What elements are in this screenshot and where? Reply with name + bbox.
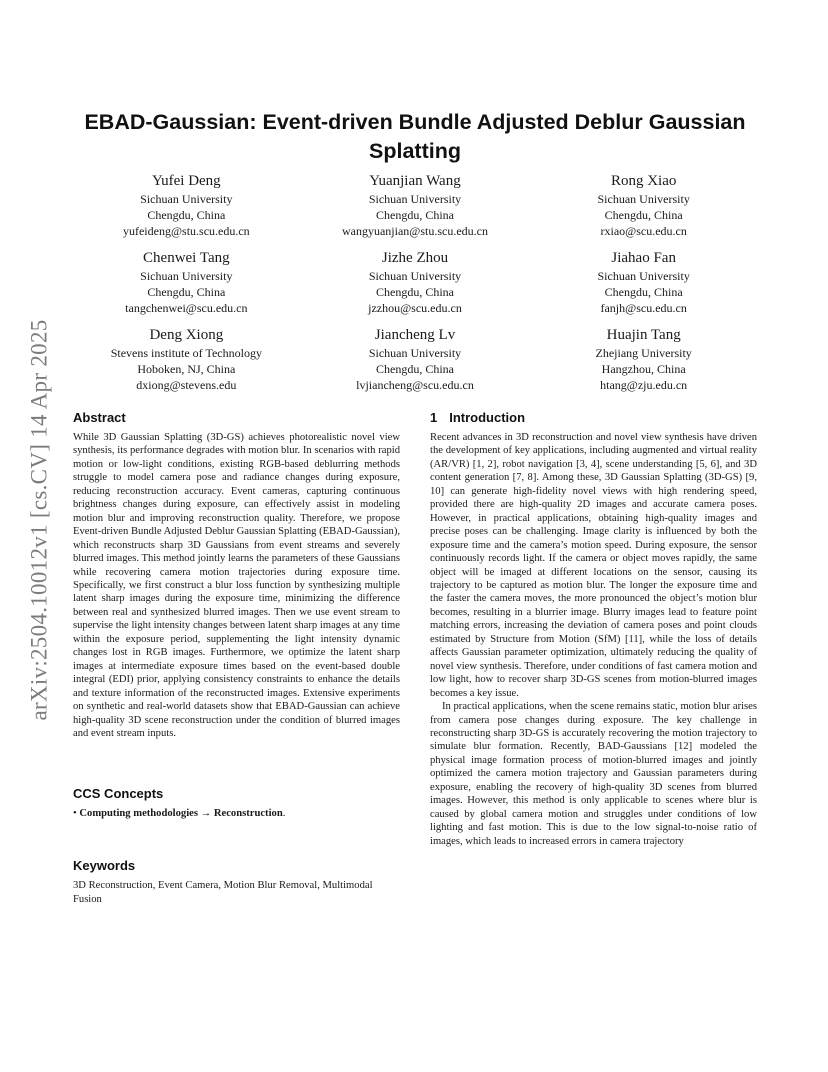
- introduction-section: [430, 409, 757, 848]
- author-name: Jizhe Zhou: [381, 250, 449, 266]
- author-affiliation: Sichuan University: [597, 192, 690, 206]
- author-location: Chengdu, China: [375, 208, 454, 222]
- introduction-heading: [430, 409, 757, 427]
- section-number: 1: [430, 410, 438, 425]
- author-card: [529, 172, 758, 239]
- author-email: wangyuanjian@stu.scu.edu.cn: [341, 224, 488, 238]
- author-block: [72, 172, 758, 393]
- author-email: rxiao@scu.edu.cn: [600, 224, 687, 238]
- author-email: fanjh@scu.edu.cn: [600, 301, 687, 315]
- author-email: yufeideng@stu.scu.edu.cn: [122, 224, 250, 238]
- author-card: [301, 249, 530, 316]
- author-card: [529, 249, 758, 316]
- ccs-heading: CCS Concepts: [73, 786, 164, 802]
- author-affiliation: Sichuan University: [597, 269, 690, 283]
- author-location: Chengdu, China: [147, 285, 226, 299]
- author-email: dxiong@stevens.edu: [136, 378, 237, 392]
- intro-paragraph-2: In practical applications, when the scene remains static, motion blur arises from camera pose changes during exposure. The key challenge in reconstructing sharp 3D-GS is accurately recovering the motion trajectory to simulate blur formation. Recently, BAD-Gaussians [12] modeled the physical image formation process of motion-blurred images and jointly optimized the camera motion trajectory and Gaussian parameters during exposure, enabling the recovery of high-quality 3D scenes from blurred images. However, this method is only applicable to scenes where blur is caused by global camera motion and struggles under conditions of low lighting and fast motion. This is due to the low signal-to-noise ratio of images, which leads to increased errors in camera trajectory: [430, 701, 757, 847]
- author-location: Chengdu, China: [375, 362, 454, 376]
- author-name: Huajin Tang: [606, 327, 681, 343]
- author-affiliation: Sichuan University: [140, 192, 233, 206]
- author-card: [301, 326, 530, 393]
- ccs-period: .: [282, 808, 286, 820]
- section-title: Introduction: [449, 410, 526, 425]
- author-affiliation: Zhejiang University: [595, 346, 692, 360]
- abstract-text: While 3D Gaussian Splatting (3D-GS) achieves photorealistic novel view synthesis, its performance degrades with motion blur. In scenarios with rapid motion or low-light conditions, existing RGB-based deblurring methods struggle to model camera pose and radiance changes during exposure, reducing reconstruction accuracy. Event cameras, capturing continuous brightness changes during exposure, can effectively assist in modeling motion blur and improving reconstruction quality. Therefore, we propose Event-driven Bundle Adjusted Deblur Gaussian Splatting (EBAD-Gaussian), which reconstructs sharp 3D Gaussians from event streams and severely blurred images. This method jointly learns the parameters of these Gaussians while recovering camera motion trajectories during exposure time. Specifically, we first construct a blur loss function by synthesizing multiple latent sharp images during the exposure time, minimizing the difference between real and synthesized blurred images. Then we use event stream to supervise the light intensity changes between latent sharp images at any time within the exposure period, supplementing the light intensity dynamic changes lost in RGB images. Furthermore, we optimize the latent sharp images at intermediate exposure times based on the event-based double integral (EDI) prior, applying consistency constraints to enhance the details and texture information of the reconstructed images. Extensive experiments on synthetic and real-world datasets show that EBAD-Gaussian can achieve high-quality 3D scene reconstruction under the condition of blurred images and event stream inputs.: [73, 432, 400, 739]
- paper-title: EBAD-Gaussian: Event-driven Bundle Adjusted Deblur Gaussian Splatting: [84, 110, 746, 163]
- author-name: Jiahao Fan: [611, 250, 676, 266]
- author-name: Deng Xiong: [149, 327, 224, 343]
- author-location: Chengdu, China: [147, 208, 226, 222]
- right-column: [430, 409, 757, 848]
- ccs-bullet: •: [73, 808, 77, 820]
- author-location: Chengdu, China: [604, 285, 683, 299]
- author-location: Hoboken, NJ, China: [137, 362, 236, 376]
- author-card: [529, 326, 758, 393]
- author-name: Yuanjian Wang: [369, 173, 461, 189]
- author-email: htang@zju.edu.cn: [600, 378, 688, 392]
- author-card: [72, 172, 301, 239]
- left-column: [73, 409, 400, 906]
- author-affiliation: Sichuan University: [368, 269, 462, 283]
- author-location: Hangzhou, China: [601, 362, 686, 376]
- keywords-heading: Keywords: [73, 858, 136, 874]
- ccs-concepts-section: [73, 785, 400, 821]
- arxiv-stamp: [20, 285, 60, 755]
- keywords-section: [73, 857, 400, 906]
- author-affiliation: Sichuan University: [140, 269, 233, 283]
- author-card: [301, 172, 530, 239]
- author-card: [72, 326, 301, 393]
- author-email: jzzhou@scu.edu.cn: [368, 301, 462, 315]
- author-location: Chengdu, China: [375, 285, 454, 299]
- author-email: lvjiancheng@scu.edu.cn: [356, 378, 474, 392]
- author-card: [72, 249, 301, 316]
- author-name: Rong Xiao: [610, 173, 677, 189]
- keywords-text: 3D Reconstruction, Event Camera, Motion Blur Removal, Multimodal Fusion: [73, 880, 373, 905]
- author-affiliation: Sichuan University: [368, 192, 462, 206]
- author-name: Yufei Deng: [151, 173, 221, 189]
- author-affiliation: Sichuan University: [368, 346, 462, 360]
- author-name: Jiancheng Lv: [374, 327, 456, 343]
- author-email: tangchenwei@scu.edu.cn: [125, 301, 248, 315]
- abstract-heading: Abstract: [73, 410, 126, 425]
- intro-paragraph-1: Recent advances in 3D reconstruction and novel view synthesis have driven the development of key applications, including augmented and virtual reality (AR/VR) [1, 2], robot navigation [3, 4], scene understanding [5, 6], and 3D content generation [7, 8]. Among these, 3D Gaussian Splatting (3D-GS) [9, 10] can generate high-fidelity novel views with high rendering speed, provided there are high-quality 2D images and accurate camera poses. However, in practical applications, obtaining high-quality images and precise poses can be challenging. Image clarity is influenced by both the exposure time and the camera’s motion speed. During exposure, the sensor continuously records light. If the camera or object moves rapidly, the same object will be imaged at different locations on the sensor, causing its trajectory to be captured as motion blur. The longer the exposure time and the faster the camera moves, the more pronounced the object’s motion blur becomes, resulting in a blurrier image. Blurry images lead to feature point matching errors, increasing the deviation of camera poses and point clouds estimated by Structure from Motion (SfM) [11], while the loss of details affects Gaussian parameter optimization, ultimately reducing the quality of novel view synthesis. Therefore, under conditions of fast camera motion and low light, how to recover sharp 3D-GS scenes from motion-blurred images becomes a key issue.: [430, 432, 757, 699]
- arxiv-identifier: arXiv:2504.10012v1 [cs.CV] 14 Apr 2025: [27, 319, 52, 721]
- author-affiliation: Stevens institute of Technology: [110, 346, 262, 360]
- author-name: Chenwei Tang: [143, 250, 230, 266]
- ccs-item: [73, 807, 400, 821]
- abstract-section: [73, 409, 400, 740]
- author-location: Chengdu, China: [604, 208, 683, 222]
- ccs-concept: Computing methodologies → Reconstruction: [79, 808, 283, 820]
